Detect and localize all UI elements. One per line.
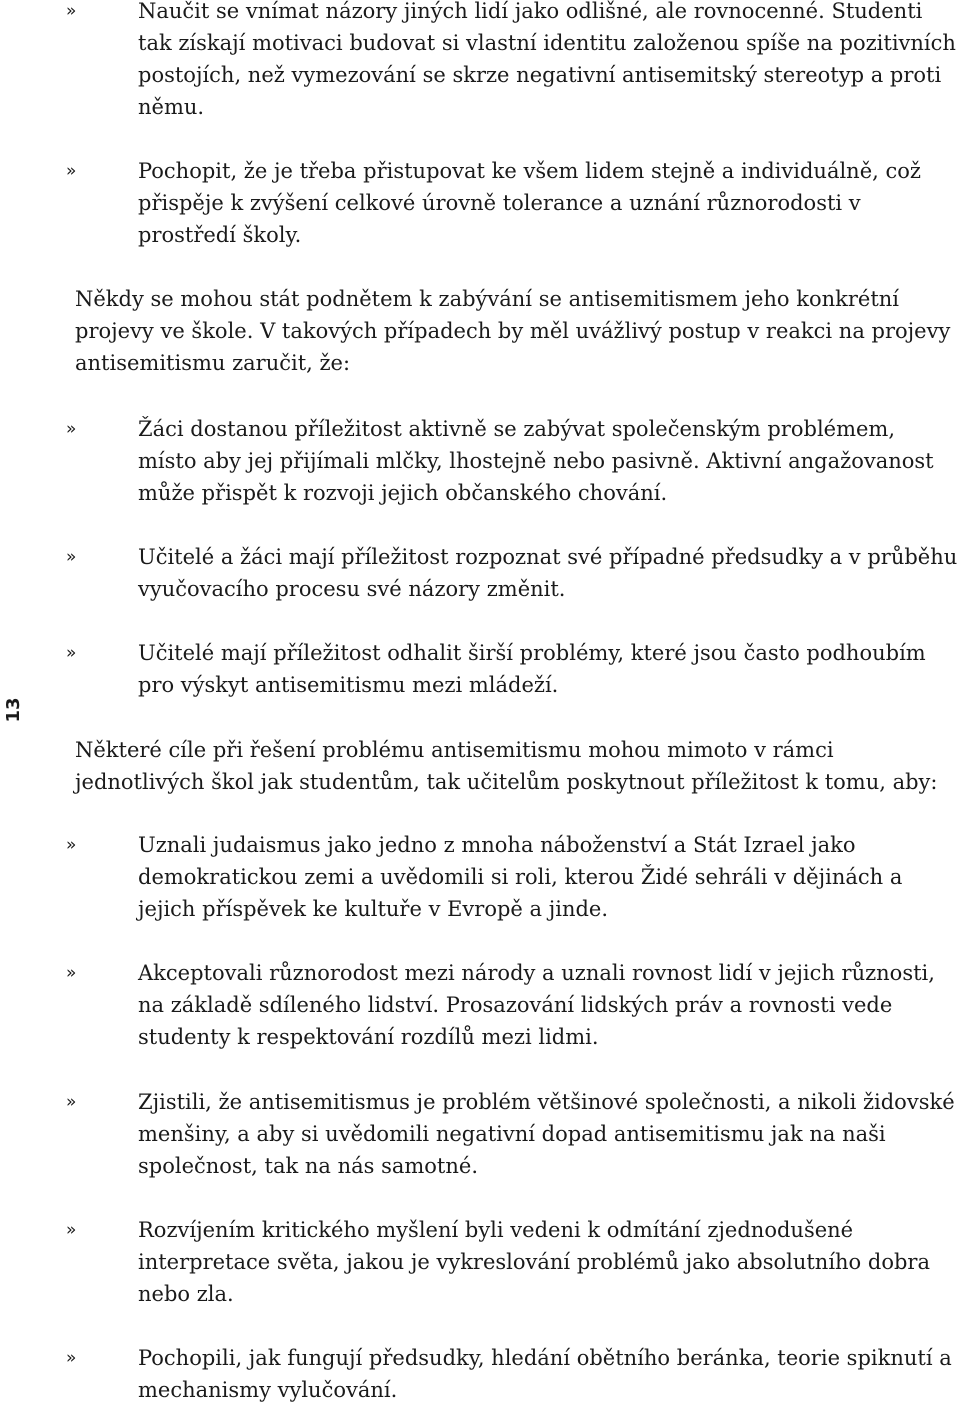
paragraph-text: Některé cíle při řešení problému antisemitismu mohou mimoto v rámci jednotlivých škol jak studentům, tak učitelům poskytnout příležitost k tomu, aby: (75, 738, 938, 794)
paragraph-text: Někdy se mohou stát podnětem k zabývání se antisemitismem jeho konkrétní projevy ve škole. V takových případech by měl uvážlivý postup v reakci na projevy antisemitismu zaručit, že: (75, 287, 951, 375)
list-item-text: Zjistili, že antisemitismus je problém většinové společnosti, a nikoli židovské menšiny, a aby si uvědomili negativní dopad antisemitismu jak na naši společnost, tak na nás samotné. (138, 1090, 955, 1178)
list-item-text: Pochopili, jak fungují předsudky, hledání obětního beránka, teorie spiknutí a mechanismy vylučování. (138, 1346, 952, 1402)
bullet-marker: » (66, 963, 77, 983)
bullet-marker: » (66, 643, 77, 663)
list-item-text: Naučit se vnímat názory jiných lidí jako odlišné, ale rovnocenné. Studenti tak získají motivaci budovat si vlastní identitu založenou spíše na pozitivních postojích, než vymezování se skrze negativní antisemitský stereotyp a proti němu. (138, 0, 956, 119)
bullet-marker: » (66, 1220, 77, 1240)
list-item-text: Uznali judaismus jako jedno z mnoha náboženství a Stát Izrael jako demokratickou zemi a uvědomili si roli, kterou Židé sehráli v dějinách a jejich příspěvek ke kultuře v Evropě a jinde. (138, 833, 903, 921)
bullet-marker: » (66, 419, 77, 439)
list-item-text: Akceptovali různorodost mezi národy a uznali rovnost lidí v jejich různosti, na základě sdíleného lidství. Prosazování lidských práv a rovnosti vede studenty k respektování rozdílů mezi lidmi. (138, 961, 935, 1049)
list-item-text: Rozvíjením kritického myšlení byli vedeni k odmítání zjednodušené interpretace světa, jakou je vykreslování problémů jako absolutního dobra nebo zla. (138, 1218, 930, 1306)
bullet-marker: » (66, 1, 77, 21)
list-item-text: Učitelé a žáci mají příležitost rozpoznat své případné předsudky a v průběhu vyučovacího procesu své názory změnit. (138, 545, 958, 601)
bullet-marker: » (66, 547, 77, 567)
bullet-marker: » (66, 1348, 77, 1368)
page-number: 13 (3, 697, 24, 723)
bullet-marker: » (66, 1092, 77, 1112)
bullet-marker: » (66, 161, 77, 181)
list-item-text: Pochopit, že je třeba přistupovat ke všem lidem stejně a individuálně, což přispěje k zvýšení celkové úrovně tolerance a uznání různorodosti v prostředí školy. (138, 159, 921, 247)
bullet-marker: » (66, 835, 77, 855)
list-item-text: Žáci dostanou příležitost aktivně se zabývat společenským problémem, místo aby jej přijímali mlčky, lhostejně nebo pasivně. Aktivní angažovanost může přispět k rozvoji jejich občanského chování. (138, 417, 934, 505)
list-item-text: Učitelé mají příležitost odhalit širší problémy, které jsou často podhoubím pro výskyt antisemitismu mezi mládeží. (138, 641, 926, 697)
